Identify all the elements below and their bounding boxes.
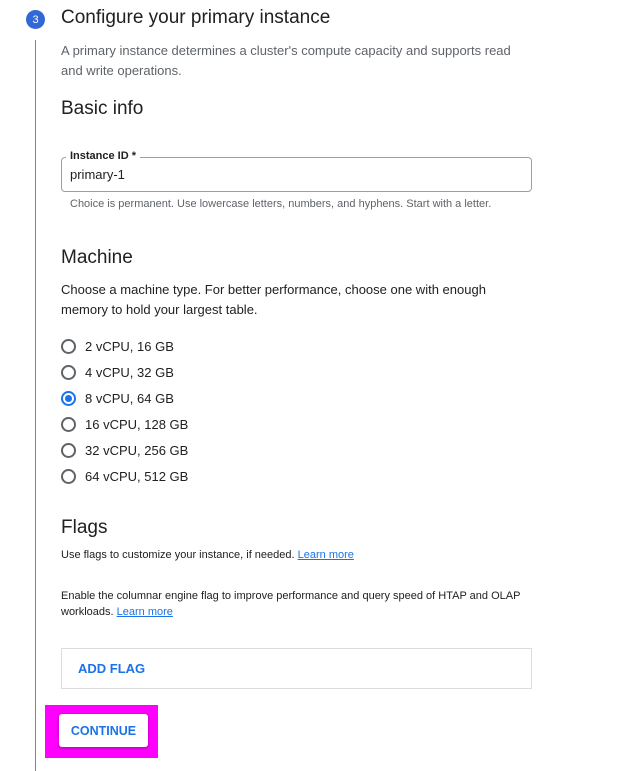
continue-button[interactable]: CONTINUE: [59, 714, 148, 747]
machine-option-label: 8 vCPU, 64 GB: [85, 391, 174, 406]
radio-button-icon[interactable]: [61, 339, 76, 354]
instance-id-input[interactable]: [61, 157, 532, 192]
machine-option-label: 64 vCPU, 512 GB: [85, 469, 189, 484]
machine-description: Choose a machine type. For better performance, choose one with enough memory to hold your largest table.: [61, 282, 486, 317]
flags-description: [61, 547, 354, 563]
instance-id-hint: Choice is permanent. Use lowercase letters, numbers, and hyphens. Start with a letter.: [70, 198, 492, 210]
step-number-badge: 3: [26, 10, 45, 29]
add-flag-button[interactable]: [61, 648, 532, 689]
machine-heading: Machine: [61, 247, 133, 268]
machine-option-radio[interactable]: [61, 443, 188, 458]
machine-option-label: 32 vCPU, 256 GB: [85, 443, 189, 458]
machine-option-radio[interactable]: [61, 339, 174, 354]
machine-option-radio[interactable]: [61, 417, 188, 432]
radio-button-icon[interactable]: [61, 365, 76, 380]
flags-description-text: Use flags to customize your instance, if needed.: [61, 549, 295, 561]
radio-button-icon[interactable]: [61, 443, 76, 458]
flags-heading: Flags: [61, 517, 108, 538]
machine-option-label: 16 vCPU, 128 GB: [85, 417, 189, 432]
add-flag-label: ADD FLAG: [78, 661, 146, 676]
machine-option-radio[interactable]: [61, 469, 188, 484]
machine-option-label: 2 vCPU, 16 GB: [85, 339, 174, 354]
instance-id-label: Instance ID *: [66, 150, 140, 162]
machine-option-radio[interactable]: [61, 365, 174, 380]
step-description: A primary instance determines a cluster's compute capacity and supports read and write operations.: [61, 43, 511, 78]
machine-option-radio[interactable]: [61, 391, 174, 406]
columnar-text: Enable the columnar engine flag to improve performance and query speed of HTAP and OLAP workloads.: [61, 590, 521, 618]
flags-learn-more-link[interactable]: Learn more: [297, 549, 354, 561]
columnar-learn-more-link[interactable]: Learn more: [116, 606, 173, 618]
instance-id-value[interactable]: primary-1: [70, 167, 125, 182]
radio-button-icon[interactable]: [61, 391, 76, 406]
radio-button-icon[interactable]: [61, 469, 76, 484]
columnar-description: [61, 588, 531, 620]
step-title: Configure your primary instance: [61, 7, 331, 28]
machine-option-label: 4 vCPU, 32 GB: [85, 365, 174, 380]
stepper-line: [35, 40, 36, 771]
basic-info-heading: Basic info: [61, 98, 144, 119]
radio-button-icon[interactable]: [61, 417, 76, 432]
